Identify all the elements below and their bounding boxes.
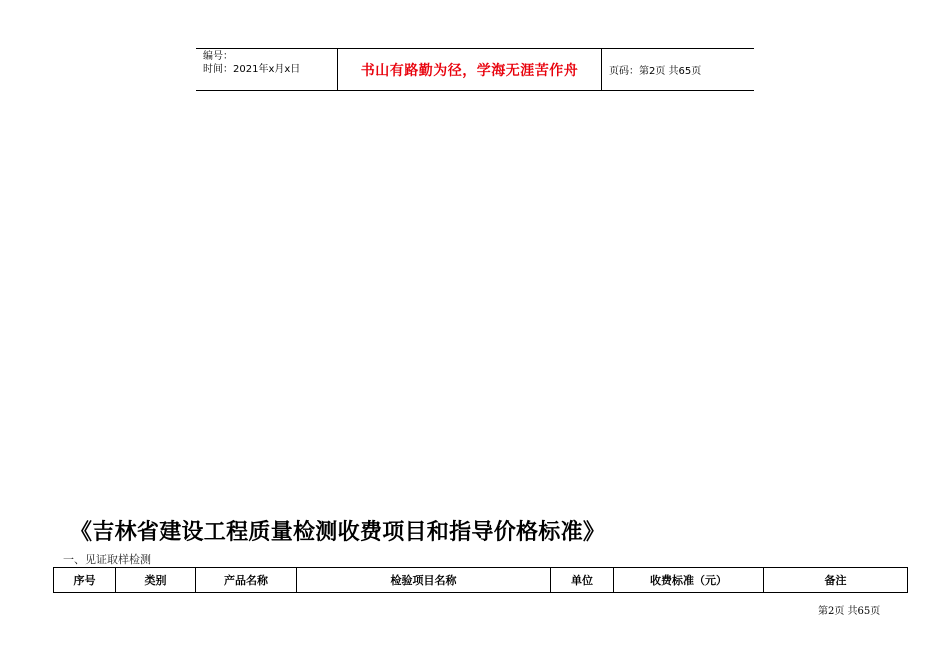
header-page-code-cell — [602, 49, 754, 90]
column-header-fee: 收费标准（元） — [614, 568, 764, 593]
motto-text: 书山有路勤为径，学海无涯苦作舟 — [360, 62, 579, 79]
column-header-test-item: 检验项目名称 — [297, 568, 551, 593]
document-title: 《吉林省建设工程质量检测收费项目和指导价格标准》 — [70, 519, 606, 545]
page-code: 页码：第2页 共65页 — [609, 66, 702, 77]
fee-table — [53, 567, 908, 593]
column-header-category: 类别 — [116, 568, 196, 593]
column-header-seq: 序号 — [54, 568, 116, 593]
column-header-remark: 备注 — [764, 568, 908, 593]
page-footer: 第2页 共65页 — [818, 606, 881, 617]
column-header-product: 产品名称 — [196, 568, 297, 593]
section-heading: 一、见证取样检测 — [63, 553, 151, 566]
serial-label: 编号： — [203, 51, 233, 62]
table-header-row — [54, 568, 908, 593]
time-label: 时间：2021年x月x日 — [203, 64, 301, 75]
page-header — [196, 48, 754, 91]
header-motto-cell — [338, 49, 602, 90]
column-header-unit: 单位 — [551, 568, 614, 593]
header-meta — [196, 49, 338, 90]
